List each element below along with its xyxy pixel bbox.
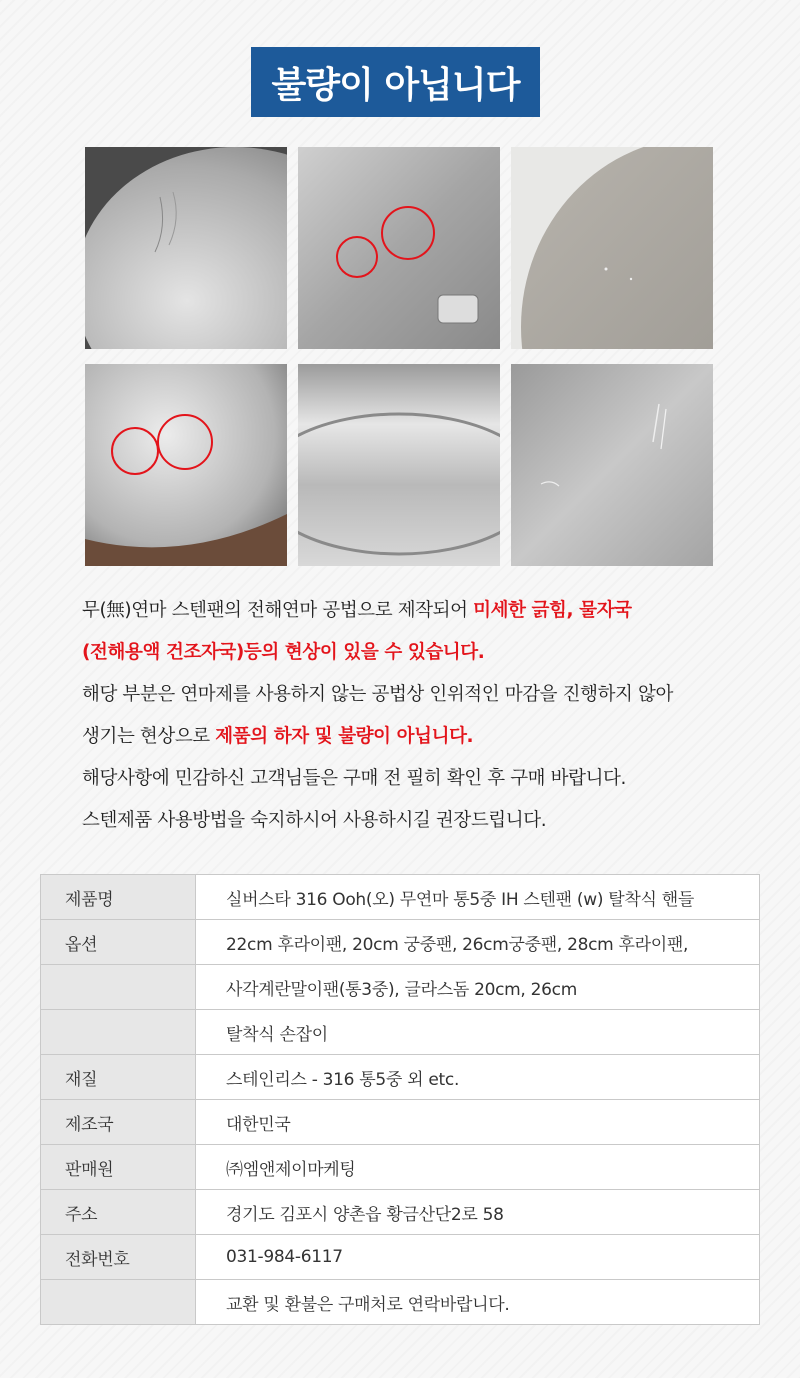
spec-key	[41, 1010, 196, 1055]
spec-value: 경기도 김포시 양촌읍 황금산단2로 58	[196, 1190, 760, 1235]
table-row	[41, 875, 760, 920]
product-spec-table	[40, 874, 760, 1325]
table-row	[41, 920, 760, 965]
spec-key	[41, 1280, 196, 1325]
spec-value: 탈착식 손잡이	[196, 1010, 760, 1055]
table-row	[41, 1235, 760, 1280]
table-row	[41, 1055, 760, 1100]
pan-scratch-photo-6	[511, 364, 713, 566]
notice-line-6: 스텐제품 사용방법을 숙지하시어 사용하시길 권장드립니다.	[82, 810, 547, 831]
notice-line-2: (전해용액 건조자국)등의 현상이 있을 수 있습니다.	[82, 642, 485, 663]
notice-text	[82, 590, 772, 842]
spec-key: 주소	[41, 1190, 196, 1235]
spec-key: 전화번호	[41, 1235, 196, 1280]
table-row	[41, 1145, 760, 1190]
spec-value: 031-984-6117	[196, 1235, 760, 1280]
pan-scratch-photo-4	[85, 364, 287, 566]
pan-scratch-photo-5	[298, 364, 500, 566]
notice-line-5: 해당사항에 민감하신 고객님들은 구매 전 필히 확인 후 구매 바랍니다.	[82, 768, 626, 789]
notice-highlight-1: 미세한 긁힘, 물자국	[473, 600, 632, 621]
page-title: 불량이 아닙니다	[251, 47, 540, 117]
spec-value: 사각계란말이팬(통3중), 글라스돔 20cm, 26cm	[196, 965, 760, 1010]
notice-line-3: 해당 부분은 연마제를 사용하지 않는 공법상 인위적인 마감을 진행하지 않아	[82, 684, 673, 705]
pan-scratch-photo-3	[511, 147, 713, 349]
notice-highlight-2: 제품의 하자 및 불량이 아닙니다.	[215, 726, 474, 747]
spec-key	[41, 965, 196, 1010]
table-row	[41, 1010, 760, 1055]
pan-scratch-photo-1	[85, 147, 287, 349]
spec-key: 제품명	[41, 875, 196, 920]
spec-value: 실버스타 316 Ooh(오) 무연마 통5중 IH 스텐팬 (w) 탈착식 핸들	[196, 875, 760, 920]
spec-key: 재질	[41, 1055, 196, 1100]
spec-value: 교환 및 환불은 구매처로 연락바랍니다.	[196, 1280, 760, 1325]
table-row	[41, 1100, 760, 1145]
pan-scratch-photo-2	[298, 147, 500, 349]
notice-line-4-text: 생기는 현상으로	[82, 726, 216, 747]
spec-key: 옵션	[41, 920, 196, 965]
spec-value: 대한민국	[196, 1100, 760, 1145]
notice-line-1	[82, 590, 772, 632]
spec-value: ㈜엠앤제이마케팅	[196, 1145, 760, 1190]
spec-value: 22cm 후라이팬, 20cm 궁중팬, 26cm궁중팬, 28cm 후라이팬,	[196, 920, 760, 965]
notice-line-4	[82, 716, 772, 758]
spec-key: 판매원	[41, 1145, 196, 1190]
table-row	[41, 965, 760, 1010]
spec-value: 스테인리스 - 316 통5중 외 etc.	[196, 1055, 760, 1100]
spec-key: 제조국	[41, 1100, 196, 1145]
table-row	[41, 1280, 760, 1325]
table-row	[41, 1190, 760, 1235]
notice-line-1-text: 무(無)연마 스텐팬의 전해연마 공법으로 제작되어	[82, 600, 474, 621]
